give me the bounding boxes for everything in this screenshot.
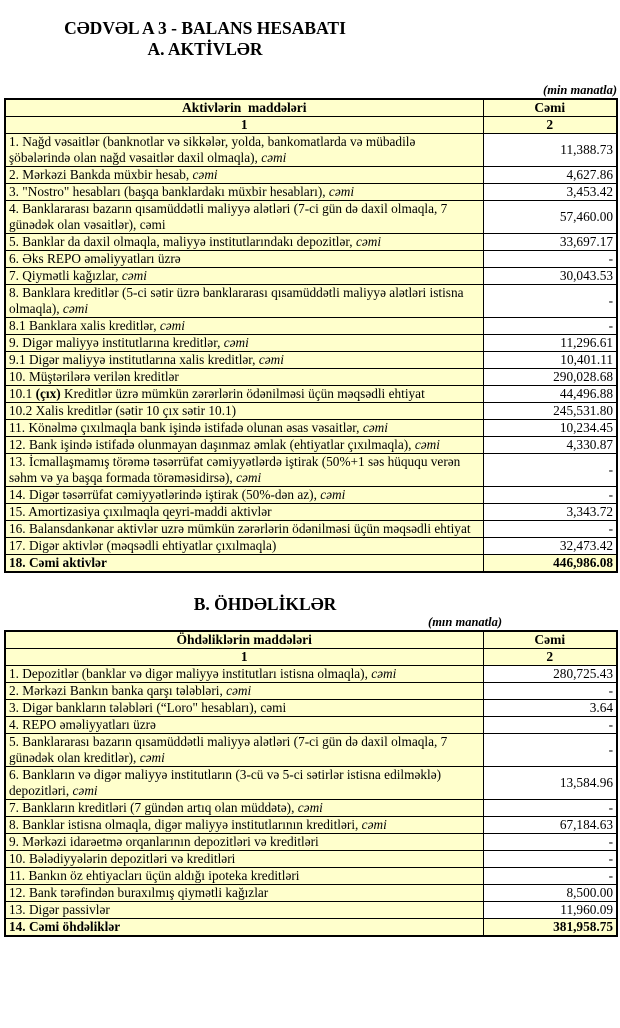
row-label-cell — [5, 420, 483, 437]
section-a-title: A. AKTİVLƏR — [147, 39, 263, 59]
liabilities-header-row — [5, 631, 617, 649]
row-label-cell — [5, 268, 483, 285]
assets-table-body — [5, 134, 617, 573]
row-label-cell — [5, 437, 483, 454]
row-label-text: 17. Digər aktivlər (məqsədli ehtiyatlar çıxılmaqla) — [9, 538, 277, 553]
row-label-cell — [5, 538, 483, 555]
row-value-cell: 67,184.63 — [483, 817, 617, 834]
balance-sheet-page — [0, 18, 620, 1028]
row-label-italic-suffix: cəmi — [223, 335, 249, 350]
table-row — [5, 403, 617, 420]
assets-column-number-1: 1 — [5, 117, 483, 134]
row-label-text: 3. "Nostro" hesabları (başqa banklardakı müxbir hesabları), — [9, 184, 329, 199]
row-value-cell: 11,388.73 — [483, 134, 617, 167]
row-label-text: 5. Banklar da daxil olmaqla, maliyyə institutlarındakı depozitlər, — [9, 234, 356, 249]
row-label-cell — [5, 868, 483, 885]
row-label-cell — [5, 734, 483, 767]
row-label-italic-suffix: cəmi — [328, 184, 355, 199]
table-row — [5, 201, 617, 234]
row-label-cell — [5, 251, 483, 268]
table-row — [5, 666, 617, 683]
row-value-cell: 57,460.00 — [483, 201, 617, 234]
row-label-text: 13. Digər passivlər — [9, 902, 110, 917]
row-label-cell — [5, 700, 483, 717]
row-value-cell: 3,343.72 — [483, 504, 617, 521]
table-row — [5, 902, 617, 919]
total-row — [5, 919, 617, 937]
row-label-cell — [5, 167, 483, 184]
row-label-text: 4. REPO əməliyyatları üzrə — [9, 717, 156, 732]
total-row — [5, 555, 617, 573]
row-label-cell — [5, 800, 483, 817]
table-row — [5, 437, 617, 454]
row-label-text: 6. Bankların və digər maliyyə institutların (3-cü və 5-ci sətirlər istisna edilməklə) depozitləri, — [9, 767, 442, 798]
row-label-italic-suffix: cəmi — [159, 318, 185, 333]
row-label-text: 9. Mərkəzi idarəetmə orqanlarının depozitləri və kreditləri — [9, 834, 319, 849]
row-value-cell: - — [483, 851, 617, 868]
table-row — [5, 885, 617, 902]
document-title — [0, 18, 410, 60]
row-label-text: 10.2 Xalis kreditlər (sətir 10 çıx sətir 10.1) — [9, 403, 237, 418]
row-value-cell: - — [483, 717, 617, 734]
liabilities-column-number-row — [5, 649, 617, 666]
row-label-text: 9. Digər maliyyə institutlarına kreditlər, — [9, 335, 224, 350]
row-label-text: 8.1 Banklara xalis kreditlər, — [9, 318, 160, 333]
table-row — [5, 335, 617, 352]
row-label-cell — [5, 454, 483, 487]
table-row — [5, 834, 617, 851]
row-label-italic-suffix: cəmi — [139, 750, 165, 765]
row-label-cell — [5, 666, 483, 683]
row-label-text: 1. Depozitlər (banklar və digər maliyyə institutları istisna olmaqla), — [9, 666, 372, 681]
table-row — [5, 851, 617, 868]
row-label-text: 5. Banklararası bazarın qısamüddətli maliyyə alətləri (7-ci gün də daxil olmaqla, 7 günədək olan kreditlər), — [9, 734, 448, 765]
row-label-text: 13. İcmallaşmamış törəmə təsərrüfat cəmiyyətlərdə iştirak (50%+1 səs hüququ verən səhm və ya başqa formada törəməsidirsə), — [9, 454, 461, 485]
table-row — [5, 734, 617, 767]
row-label-text: 10. Müştərilərə verilən kreditlər — [9, 369, 179, 384]
liabilities-column-number-1: 1 — [5, 649, 483, 666]
row-value-cell: 32,473.42 — [483, 538, 617, 555]
row-label-cell — [5, 201, 483, 234]
table-row — [5, 285, 617, 318]
assets-table — [4, 98, 618, 573]
liabilities-table — [4, 630, 618, 937]
units-note-a: (min manatla) — [543, 83, 617, 97]
row-label-text: 3. Digər bankların tələbləri (“Loro" hesabları), cəmi — [9, 700, 287, 715]
row-label-cell — [5, 521, 483, 538]
row-label-cell — [5, 555, 483, 573]
row-label-text: 8. Banklar istisna olmaqla, digər maliyyə institutlarının kreditləri, — [9, 817, 362, 832]
table-row — [5, 521, 617, 538]
row-label-cell — [5, 318, 483, 335]
row-label-cell — [5, 504, 483, 521]
row-value-cell: - — [483, 318, 617, 335]
row-value-cell: 3.64 — [483, 700, 617, 717]
row-label-text: 8. Banklara kreditlər (5-ci sətir üzrə banklararası qısamüddətli maliyyə alətləri istisna olmaqla), — [9, 285, 464, 316]
table-row — [5, 683, 617, 700]
row-label-text: Kreditlər üzrə mümkün zərərlərin ödənilməsi üçün məqsədli ehtiyat — [60, 386, 425, 401]
table-row — [5, 868, 617, 885]
row-value-cell: 446,986.08 — [483, 555, 617, 573]
row-label-italic-suffix: cəmi — [362, 420, 388, 435]
row-label-cell — [5, 851, 483, 868]
row-label-cell — [5, 234, 483, 251]
row-value-cell: 4,330.87 — [483, 437, 617, 454]
row-label-text: 4. Banklararası bazarın qısamüddətli maliyyə alətləri (7-ci gün də daxil olmaqla, 7 günədək olan vəsaitlər), cəmi — [9, 201, 448, 232]
row-label-cell — [5, 184, 483, 201]
assets-total-column-header: Cəmi — [483, 99, 617, 117]
row-label-cell — [5, 767, 483, 800]
table-row — [5, 800, 617, 817]
row-label-italic-suffix: cəmi — [361, 817, 387, 832]
table-row — [5, 386, 617, 403]
row-label-italic-suffix: cəmi — [62, 301, 89, 316]
liabilities-items-column-header: Öhdəliklərin maddələri — [5, 631, 483, 649]
row-label-text: 12. Bank tərəfindən buraxılmış qiymətli kağızlar — [9, 885, 269, 900]
row-label-text: 9.1 Digər maliyyə institutlarına xalis kreditlər, — [9, 352, 259, 367]
table-row — [5, 700, 617, 717]
row-value-cell: 13,584.96 — [483, 767, 617, 800]
row-value-cell: 10,401.11 — [483, 352, 617, 369]
table-row — [5, 538, 617, 555]
row-value-cell: - — [483, 834, 617, 851]
row-label-italic-suffix: cəmi — [414, 437, 440, 452]
row-value-cell: 290,028.68 — [483, 369, 617, 386]
row-value-cell: 11,296.61 — [483, 335, 617, 352]
row-label-bold-part: (çıx) — [35, 386, 61, 401]
table-row — [5, 134, 617, 167]
row-label-italic-suffix: cəmi — [72, 783, 98, 798]
row-value-cell: 8,500.00 — [483, 885, 617, 902]
row-label-cell — [5, 487, 483, 504]
row-label-italic-suffix: cəmi — [371, 666, 397, 681]
table-row — [5, 234, 617, 251]
row-label-cell — [5, 919, 483, 937]
table-row — [5, 487, 617, 504]
row-label-prefix: 10.1 — [9, 386, 36, 401]
table-row — [5, 318, 617, 335]
table-row — [5, 184, 617, 201]
liabilities-table-head — [5, 631, 617, 666]
section-b-title: B. ÖHDƏLİKLƏR — [193, 594, 337, 614]
row-label-cell — [5, 134, 483, 167]
row-value-cell: 11,960.09 — [483, 902, 617, 919]
row-label-cell — [5, 352, 483, 369]
row-label-italic-suffix: cəmi — [355, 234, 382, 249]
table-row — [5, 268, 617, 285]
row-label-text: 14. Digər təsərrüfat cəmiyyətlərində iştirak (50%-dən az), — [9, 487, 321, 502]
row-label-text: 12. Bank işində istifadə olunmayan daşınmaz əmlak (ehtiyatlar çıxılmaqla), — [9, 437, 415, 452]
row-label-cell — [5, 335, 483, 352]
row-label-cell — [5, 717, 483, 734]
row-label-italic-suffix: cəmi — [121, 268, 147, 283]
liabilities-total-column-header: Cəmi — [483, 631, 617, 649]
row-label-italic-suffix: cəmi — [320, 487, 346, 502]
assets-header-row — [5, 99, 617, 117]
row-label-text: 11. Bankın öz ehtiyacları üçün aldığı ipoteka kreditləri — [9, 868, 300, 883]
row-label-italic-suffix: cəmi — [192, 167, 218, 182]
liabilities-column-number-2: 2 — [483, 649, 617, 666]
row-label-italic-suffix: cəmi — [258, 352, 284, 367]
row-value-cell: - — [483, 285, 617, 318]
row-label-cell — [5, 683, 483, 700]
row-label-text: 7. Qiymətli kağızlar, — [9, 268, 122, 283]
assets-column-number-row — [5, 117, 617, 134]
table-row — [5, 504, 617, 521]
assets-table-head — [5, 99, 617, 134]
table-row — [5, 817, 617, 834]
row-label-cell — [5, 369, 483, 386]
table-row — [5, 251, 617, 268]
row-label-text: 2. Mərkəzi Bankın banka qarşı tələbləri, — [9, 683, 227, 698]
liabilities-table-body — [5, 666, 617, 937]
row-label-italic-suffix: cəmi — [261, 150, 287, 165]
table-row — [5, 167, 617, 184]
row-label-italic-suffix: cəmi — [236, 470, 262, 485]
row-label-cell — [5, 817, 483, 834]
row-value-cell: 33,697.17 — [483, 234, 617, 251]
table-row — [5, 717, 617, 734]
row-value-cell: - — [483, 734, 617, 767]
row-value-cell: - — [483, 251, 617, 268]
table-row — [5, 420, 617, 437]
row-label-text: 10. Bələdiyyələrin depozitləri və kreditləri — [9, 851, 236, 866]
row-label-italic-suffix: cəmi — [297, 800, 323, 815]
row-value-cell: 30,043.53 — [483, 268, 617, 285]
row-value-cell: - — [483, 487, 617, 504]
row-label-cell — [5, 403, 483, 420]
row-label-text: 18. Cəmi aktivlər — [9, 555, 107, 570]
table-row — [5, 352, 617, 369]
row-value-cell: - — [483, 868, 617, 885]
row-label-text: 14. Cəmi öhdəliklər — [9, 919, 121, 934]
row-label-text: 7. Bankların kreditləri (7 gündən artıq olan müddətə), — [9, 800, 298, 815]
units-note-b: (mın manatla) — [428, 615, 502, 629]
row-label-cell — [5, 902, 483, 919]
assets-items-column-header: Aktivlərin maddələri — [5, 99, 483, 117]
row-value-cell: 245,531.80 — [483, 403, 617, 420]
row-label-cell — [5, 386, 483, 403]
row-label-text: 6. Əks REPO əməliyyatları üzrə — [9, 251, 181, 266]
row-value-cell: - — [483, 521, 617, 538]
row-value-cell: 381,958.75 — [483, 919, 617, 937]
document-title-line1: CƏDVƏL A 3 - BALANS HESABATI — [64, 18, 346, 38]
assets-column-number-2: 2 — [483, 117, 617, 134]
row-value-cell: - — [483, 454, 617, 487]
row-value-cell: 10,234.45 — [483, 420, 617, 437]
row-label-text: 11. Könəlmə çıxılmaqla bank işində istifadə olunan əsas vəsaitlər, — [9, 420, 363, 435]
row-label-text: 1. Nağd vəsaitlər (banknotlar və sikkələr, yolda, bankomatlarda və mübadilə şöbələrində olan nağd vəsaitlər daxil olmaqla), — [9, 134, 416, 165]
row-value-cell: 280,725.43 — [483, 666, 617, 683]
row-label-text: 15. Amortizasiya çıxılmaqla qeyri-maddi aktivlər — [9, 504, 272, 519]
row-value-cell: 44,496.88 — [483, 386, 617, 403]
row-label-cell — [5, 834, 483, 851]
row-label-italic-suffix: cəmi — [226, 683, 252, 698]
row-value-cell: 3,453.42 — [483, 184, 617, 201]
table-row — [5, 369, 617, 386]
row-label-cell — [5, 285, 483, 318]
row-value-cell: - — [483, 683, 617, 700]
row-label-cell — [5, 885, 483, 902]
row-value-cell: 4,627.86 — [483, 167, 617, 184]
table-row — [5, 454, 617, 487]
row-label-text: 16. Balansdankənar aktivlər uzrə mümkün zərərlərin ödənilməsi üçün məqsədli ehtiyat — [9, 521, 471, 536]
row-value-cell: - — [483, 800, 617, 817]
table-row — [5, 767, 617, 800]
row-label-text: 2. Mərkəzi Bankda müxbir hesab, — [9, 167, 193, 182]
